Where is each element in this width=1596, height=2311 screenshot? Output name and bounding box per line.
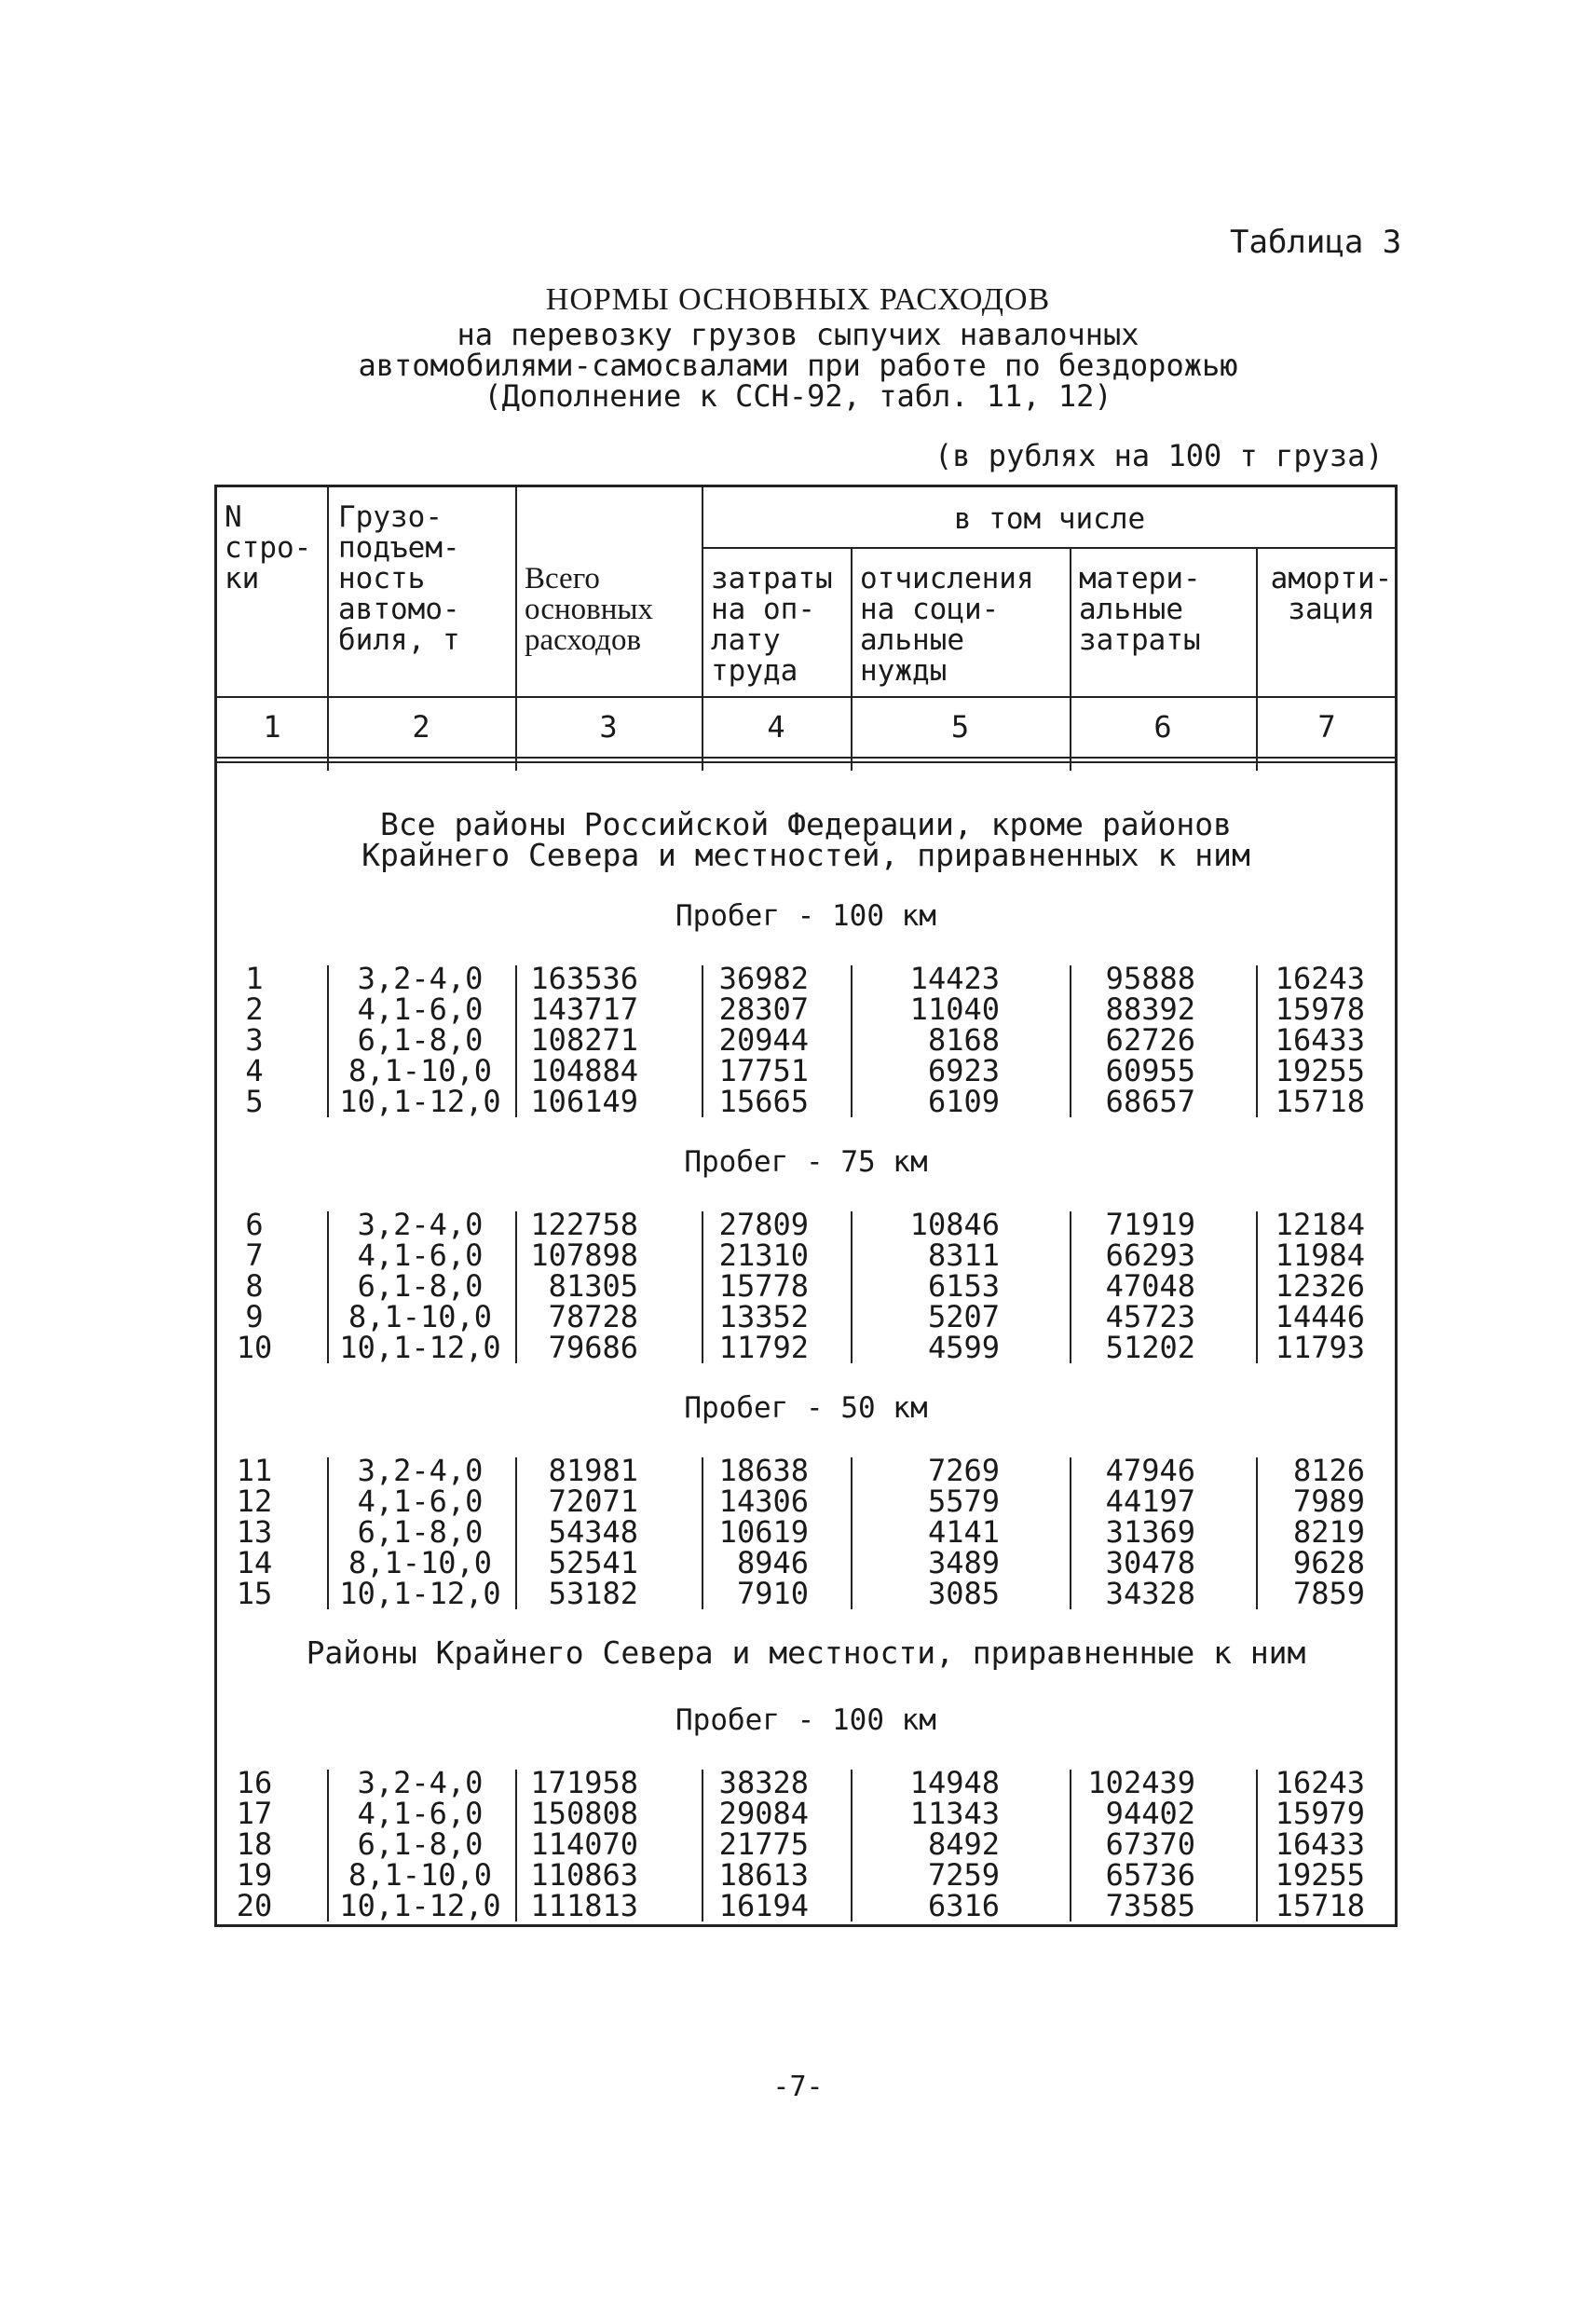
table-cell: 6923 — [927, 1053, 1000, 1088]
table-cell: 1 — [245, 961, 264, 996]
table-cell: 5207 — [927, 1299, 1000, 1334]
units-note: (в рублях на 100 т груза) — [934, 438, 1384, 473]
table-cell: 4,1-6,0 — [357, 1238, 484, 1273]
table-cell: 3,2-4,0 — [357, 1453, 484, 1488]
row-group — [217, 961, 1395, 1119]
table-cell: 19 — [236, 1857, 273, 1893]
table-cell: 11040 — [909, 991, 1000, 1027]
table-row — [217, 1514, 1395, 1550]
table-cell: 21775 — [718, 1826, 809, 1862]
table-cell: 9628 — [1292, 1545, 1365, 1580]
table-cell: 6109 — [927, 1084, 1000, 1119]
table-cell: 14306 — [718, 1484, 809, 1519]
table-cell: 4,1-6,0 — [357, 991, 484, 1027]
table-cell: 10,1-12,0 — [339, 1330, 501, 1365]
table-cell: 104884 — [530, 1053, 638, 1088]
table-cell: 2 — [245, 991, 264, 1027]
table-row — [217, 961, 1395, 996]
table-row — [217, 991, 1395, 1027]
table-row — [217, 1240, 1395, 1271]
table-cell: 11343 — [909, 1796, 1000, 1831]
table-cell: 14446 — [1275, 1299, 1365, 1334]
table-cell: 15718 — [1275, 1888, 1365, 1923]
table-cell: 111813 — [530, 1888, 638, 1923]
table-cell: 20944 — [718, 1022, 809, 1058]
table-cell: 60955 — [1105, 1053, 1195, 1088]
table-cell: 7259 — [927, 1857, 1000, 1893]
table-cell: 3 — [245, 1022, 264, 1058]
table-cell: 47048 — [1105, 1268, 1195, 1304]
table-cell: 18 — [236, 1826, 273, 1862]
table-cell: 68657 — [1105, 1084, 1195, 1119]
table-cell: 8168 — [927, 1022, 1000, 1058]
table-cell: 8126 — [1292, 1453, 1365, 1488]
table-cell: 13352 — [718, 1299, 809, 1334]
table-cell: 7910 — [736, 1576, 809, 1611]
table-cell: 15 — [236, 1576, 273, 1611]
table-cell: 7989 — [1292, 1484, 1365, 1519]
table-cell: 38328 — [718, 1765, 809, 1800]
table-cell: 13 — [236, 1514, 273, 1550]
header-divider — [217, 757, 1398, 759]
table-cell: 7269 — [927, 1453, 1000, 1488]
table-row — [217, 1826, 1395, 1862]
table-cell: 12 — [236, 1484, 273, 1519]
table-cell: 31369 — [1105, 1514, 1195, 1550]
table-cell: 122758 — [530, 1207, 638, 1242]
table-cell: 15778 — [718, 1268, 809, 1304]
table-cell: 79686 — [548, 1330, 638, 1365]
table-cell: 14 — [236, 1545, 273, 1580]
table-cell: 15665 — [718, 1084, 809, 1119]
table-row — [217, 1576, 1395, 1611]
table-cell: 7 — [245, 1238, 264, 1273]
table-cell: 114070 — [530, 1826, 638, 1862]
table-cell: 10619 — [718, 1514, 809, 1550]
table-cell: 6,1-8,0 — [357, 1268, 484, 1304]
document-title: НОРМЫ ОСНОВНЫХ РАСХОДОВ — [545, 282, 1051, 317]
table-row — [217, 1207, 1395, 1242]
table-cell: 6316 — [927, 1888, 1000, 1923]
mileage-label: Пробег - 100 км — [675, 1703, 936, 1737]
column-number: 6 — [1153, 709, 1172, 745]
section-title: Крайнего Севера и местностей, приравненных к ним — [361, 837, 1250, 873]
table-row — [217, 1330, 1395, 1365]
table-cell: 5579 — [927, 1484, 1000, 1519]
table-cell: 4 — [245, 1053, 264, 1088]
table-cell: 4,1-6,0 — [357, 1796, 484, 1831]
table-cell: 81305 — [548, 1268, 638, 1304]
header-social-contributions: отчисления на соци- альные нужды — [860, 562, 1034, 688]
table-row — [217, 1888, 1395, 1923]
table-cell: 5 — [245, 1084, 264, 1119]
table-row — [217, 1545, 1395, 1580]
table-cell: 71919 — [1105, 1207, 1195, 1242]
table-cell: 7859 — [1292, 1576, 1365, 1611]
table-cell: 94402 — [1105, 1796, 1195, 1831]
table-cell: 6,1-8,0 — [357, 1826, 484, 1862]
table-cell: 65736 — [1105, 1857, 1195, 1893]
table-cell: 14423 — [909, 961, 1000, 996]
table-cell: 10 — [236, 1330, 273, 1365]
table-cell: 6,1-8,0 — [357, 1022, 484, 1058]
table-cell: 17 — [236, 1796, 273, 1831]
table-cell: 11792 — [718, 1330, 809, 1365]
table-cell: 67370 — [1105, 1826, 1195, 1862]
table-cell: 3489 — [927, 1545, 1000, 1580]
table-cell: 8,1-10,0 — [348, 1053, 493, 1088]
header-material-costs: матери- альные затраты — [1079, 562, 1201, 657]
mileage-label: Пробег - 50 км — [684, 1391, 928, 1425]
table-cell: 15718 — [1275, 1084, 1365, 1119]
document-subtitle-line-2: автомобилями-самосвалами при работе по бездорожью — [358, 348, 1238, 383]
table-cell: 11 — [236, 1453, 273, 1488]
header-labor-costs: затраты на оп- лату труда — [711, 562, 833, 688]
table-row — [217, 1486, 1395, 1517]
table-row — [217, 1053, 1395, 1088]
table-cell: 10,1-12,0 — [339, 1576, 501, 1611]
table-cell: 6,1-8,0 — [357, 1514, 484, 1550]
table-cell: 95888 — [1105, 961, 1195, 996]
table-cell: 81981 — [548, 1453, 638, 1488]
table-cell: 29084 — [718, 1796, 809, 1831]
table-row — [217, 1857, 1395, 1893]
table-cell: 4,1-6,0 — [357, 1484, 484, 1519]
table-cell: 10,1-12,0 — [339, 1084, 501, 1119]
column-number: 2 — [412, 709, 430, 745]
section-title: Все районы Российской Федерации, кроме районов — [380, 806, 1232, 842]
table-cell: 8219 — [1292, 1514, 1365, 1550]
table-cell: 19255 — [1275, 1053, 1365, 1088]
table-cell: 51202 — [1105, 1330, 1195, 1365]
column-number: 3 — [599, 709, 618, 745]
row-group — [217, 1453, 1395, 1611]
section-title: Районы Крайнего Севера и местности, приравненные к ним — [306, 1634, 1306, 1671]
table-cell: 30478 — [1105, 1545, 1195, 1580]
table-cell: 20 — [236, 1888, 273, 1923]
table-cell: 143717 — [530, 991, 638, 1027]
document-subtitle-line-1: на перевозку грузов сыпучих навалочных — [457, 317, 1139, 352]
table-cell: 17751 — [718, 1053, 809, 1088]
mileage-label: Пробег - 75 км — [684, 1145, 928, 1179]
mileage-label: Пробег - 100 км — [675, 899, 936, 933]
table-cell: 16433 — [1275, 1022, 1365, 1058]
table-cell: 15978 — [1275, 991, 1365, 1027]
table-cell: 16433 — [1275, 1826, 1365, 1862]
table-cell: 110863 — [530, 1857, 638, 1893]
table-cell: 44197 — [1105, 1484, 1195, 1519]
table-cell: 47946 — [1105, 1453, 1195, 1488]
table-row — [217, 1453, 1395, 1488]
table-cell: 18613 — [718, 1857, 809, 1893]
page-number: -7- — [772, 2071, 824, 2103]
table-cell: 16 — [236, 1765, 273, 1800]
table-cell: 163536 — [530, 961, 638, 996]
table-cell: 19255 — [1275, 1857, 1365, 1893]
table-cell: 11793 — [1275, 1330, 1365, 1365]
table-cell: 16243 — [1275, 961, 1365, 996]
table-cell: 150808 — [530, 1796, 638, 1831]
table-cell: 27809 — [718, 1207, 809, 1242]
table-cell: 16243 — [1275, 1765, 1365, 1800]
table-cell: 12326 — [1275, 1268, 1365, 1304]
header-divider — [702, 547, 1398, 549]
norms-table — [214, 485, 1398, 1927]
table-cell: 18638 — [718, 1453, 809, 1488]
table-cell: 8,1-10,0 — [348, 1545, 493, 1580]
table-cell: 45723 — [1105, 1299, 1195, 1334]
table-cell: 34328 — [1105, 1576, 1195, 1611]
table-cell: 88392 — [1105, 991, 1195, 1027]
table-cell: 108271 — [530, 1022, 638, 1058]
row-group — [217, 1765, 1395, 1923]
table-cell: 72071 — [548, 1484, 638, 1519]
table-cell: 4599 — [927, 1330, 1000, 1365]
table-cell: 3,2-4,0 — [357, 961, 484, 996]
table-cell: 78728 — [548, 1299, 638, 1334]
table-cell: 53182 — [548, 1576, 638, 1611]
table-cell: 66293 — [1105, 1238, 1195, 1273]
table-cell: 16194 — [718, 1888, 809, 1923]
table-cell: 4141 — [927, 1514, 1000, 1550]
table-cell: 28307 — [718, 991, 809, 1027]
table-row — [217, 1299, 1395, 1334]
table-row — [217, 1084, 1395, 1119]
row-group — [217, 1207, 1395, 1365]
table-label: Таблица 3 — [1230, 224, 1402, 261]
table-cell: 3,2-4,0 — [357, 1207, 484, 1242]
table-cell: 54348 — [548, 1514, 638, 1550]
table-row — [217, 1765, 1395, 1800]
table-row — [217, 1022, 1395, 1058]
table-cell: 62726 — [1105, 1022, 1195, 1058]
table-cell: 171958 — [530, 1765, 638, 1800]
document-subtitle-line-3: (Дополнение к ССН-92, табл. 11, 12) — [484, 378, 1112, 414]
table-cell: 8311 — [927, 1238, 1000, 1273]
table-cell: 8,1-10,0 — [348, 1299, 493, 1334]
table-cell: 21310 — [718, 1238, 809, 1273]
table-cell: 8492 — [927, 1826, 1000, 1862]
table-cell: 8,1-10,0 — [348, 1857, 493, 1893]
table-cell: 14948 — [909, 1765, 1000, 1800]
table-cell: 10846 — [909, 1207, 1000, 1242]
table-cell: 10,1-12,0 — [339, 1888, 501, 1923]
table-cell: 52541 — [548, 1545, 638, 1580]
table-row — [217, 1268, 1395, 1304]
table-cell: 12184 — [1275, 1207, 1365, 1242]
table-cell: 107898 — [530, 1238, 638, 1273]
table-cell: 9 — [245, 1299, 264, 1334]
table-cell: 8946 — [736, 1545, 809, 1580]
table-cell: 3085 — [927, 1576, 1000, 1611]
table-cell: 36982 — [718, 961, 809, 996]
table-cell: 106149 — [530, 1084, 638, 1119]
header-total-costs: Всего основных расходов — [525, 562, 654, 657]
table-row — [217, 1798, 1395, 1829]
column-number: 4 — [767, 709, 785, 745]
header-divider — [217, 761, 1398, 763]
column-number: 7 — [1317, 709, 1336, 745]
header-depreciation: аморти- зация — [1270, 562, 1393, 626]
column-number: 5 — [950, 709, 970, 745]
table-cell: 15979 — [1275, 1796, 1365, 1831]
column-number: 1 — [263, 709, 281, 745]
header-divider — [217, 696, 1398, 698]
table-cell: 6 — [245, 1207, 264, 1242]
header-capacity: Грузо- подъем- ность автомо- биля, т — [338, 500, 460, 657]
table-cell: 73585 — [1105, 1888, 1195, 1923]
table-cell: 11984 — [1275, 1238, 1365, 1273]
table-cell: 6153 — [927, 1268, 1000, 1304]
table-cell: 8 — [245, 1268, 264, 1304]
header-row-number: N стро- ки — [225, 500, 312, 595]
table-cell: 3,2-4,0 — [357, 1765, 484, 1800]
header-including: в том числе — [953, 502, 1146, 536]
table-cell: 102439 — [1087, 1765, 1195, 1800]
